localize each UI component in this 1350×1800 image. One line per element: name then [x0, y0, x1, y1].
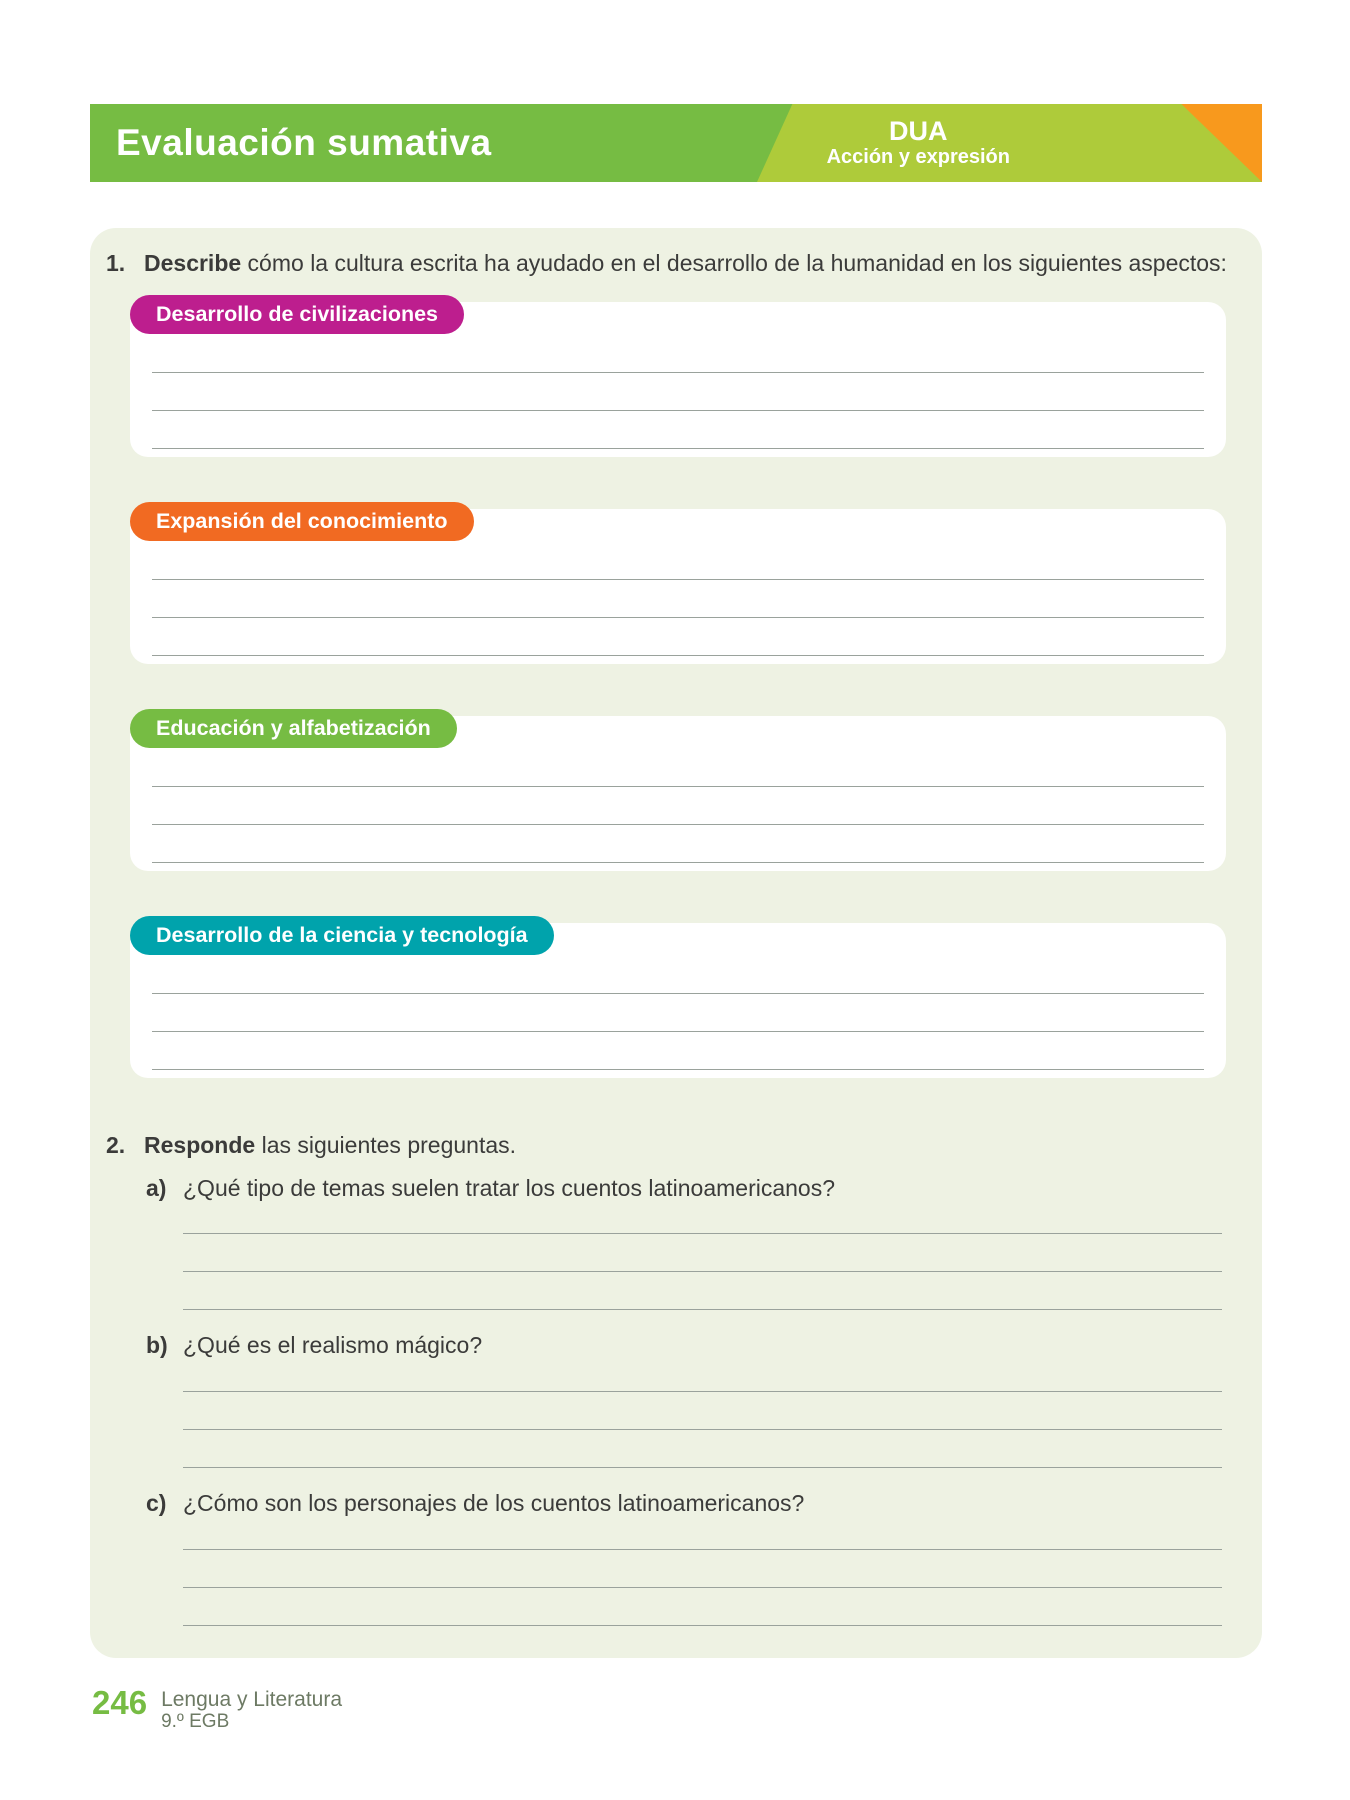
- question-2: [106, 1132, 1232, 1158]
- sub-question-b-letter: b): [146, 1332, 168, 1359]
- answer-line: [152, 618, 1204, 656]
- answer-lines: [183, 1518, 1222, 1626]
- answer-line: [183, 1550, 1222, 1588]
- category-pill-label: Desarrollo de la ciencia y tecnología: [156, 923, 528, 948]
- footer-meta: [161, 1686, 342, 1733]
- question-1-statement: cómo la cultura escrita ha ayudado en el desarrollo de la humanidad en los siguientes aspectos:: [241, 250, 1227, 276]
- answer-line: [183, 1518, 1222, 1550]
- answer-line: [183, 1360, 1222, 1392]
- sub-question-c: [146, 1490, 1232, 1518]
- question-2-text: [144, 1132, 516, 1158]
- answer-line: [152, 716, 1204, 787]
- answer-lines: [152, 716, 1204, 863]
- answer-line: [152, 923, 1204, 994]
- answer-line: [152, 373, 1204, 411]
- question-1: [106, 250, 1232, 276]
- footer-grade: 9.º EGB: [161, 1711, 230, 1733]
- answer-lines: [183, 1202, 1222, 1310]
- sub-question-a: [146, 1175, 1232, 1203]
- sub-question-c-text: ¿Cómo son los personajes de los cuentos latinoamericanos?: [183, 1490, 805, 1517]
- sub-question-a-text: ¿Qué tipo de temas suelen tratar los cuentos latinoamericanos?: [183, 1174, 836, 1201]
- page-footer: [92, 1686, 342, 1733]
- dua-badge-subtitle: Acción y expresión: [826, 146, 1010, 169]
- answer-box-conocimiento: [130, 509, 1226, 664]
- answer-line: [183, 1234, 1222, 1272]
- content-panel: [90, 228, 1262, 1658]
- answer-lines: [152, 509, 1204, 656]
- sub-question-a-letter: a): [146, 1174, 167, 1201]
- answer-lines: [183, 1360, 1222, 1468]
- answer-line: [152, 411, 1204, 449]
- answer-line: [152, 580, 1204, 618]
- answer-line: [183, 1392, 1222, 1430]
- answer-box-civilizaciones: [130, 302, 1226, 457]
- answer-line: [183, 1202, 1222, 1234]
- answer-lines: [152, 923, 1204, 1070]
- sub-question-b: [146, 1332, 1232, 1360]
- question-2-number: 2.: [106, 1132, 126, 1159]
- answer-line: [152, 1032, 1204, 1070]
- dua-badge: [827, 117, 1010, 169]
- answer-line: [152, 509, 1204, 580]
- answer-box-educacion: [130, 716, 1226, 871]
- answer-line: [183, 1272, 1222, 1310]
- header-bar: [90, 104, 1262, 182]
- page-title: Evaluación sumativa: [116, 122, 492, 163]
- sub-question-b-text: ¿Qué es el realismo mágico?: [183, 1332, 483, 1359]
- answer-line: [152, 825, 1204, 863]
- answer-lines: [152, 302, 1204, 449]
- page-number: 246: [92, 1684, 148, 1721]
- answer-line: [183, 1588, 1222, 1626]
- question-2-verb: Responde: [144, 1132, 256, 1159]
- answer-box-ciencia-tecnologia: [130, 923, 1226, 1078]
- question-1-number: 1.: [106, 250, 126, 276]
- sub-question-c-letter: c): [146, 1490, 167, 1517]
- category-pill-label: Desarrollo de civilizaciones: [156, 302, 439, 327]
- question-2-statement: las siguientes preguntas.: [255, 1132, 517, 1159]
- answer-line: [152, 994, 1204, 1032]
- dua-badge-title: DUA: [889, 115, 948, 146]
- category-pill-label: Expansión del conocimiento: [156, 509, 448, 534]
- question-1-verb: Describe: [144, 250, 242, 276]
- answer-line: [152, 787, 1204, 825]
- answer-line: [152, 302, 1204, 373]
- answer-line: [183, 1430, 1222, 1468]
- category-pill-label: Educación y alfabetización: [156, 716, 431, 741]
- question-1-text: [144, 250, 1227, 276]
- footer-subject: Lengua y Literatura: [161, 1688, 343, 1711]
